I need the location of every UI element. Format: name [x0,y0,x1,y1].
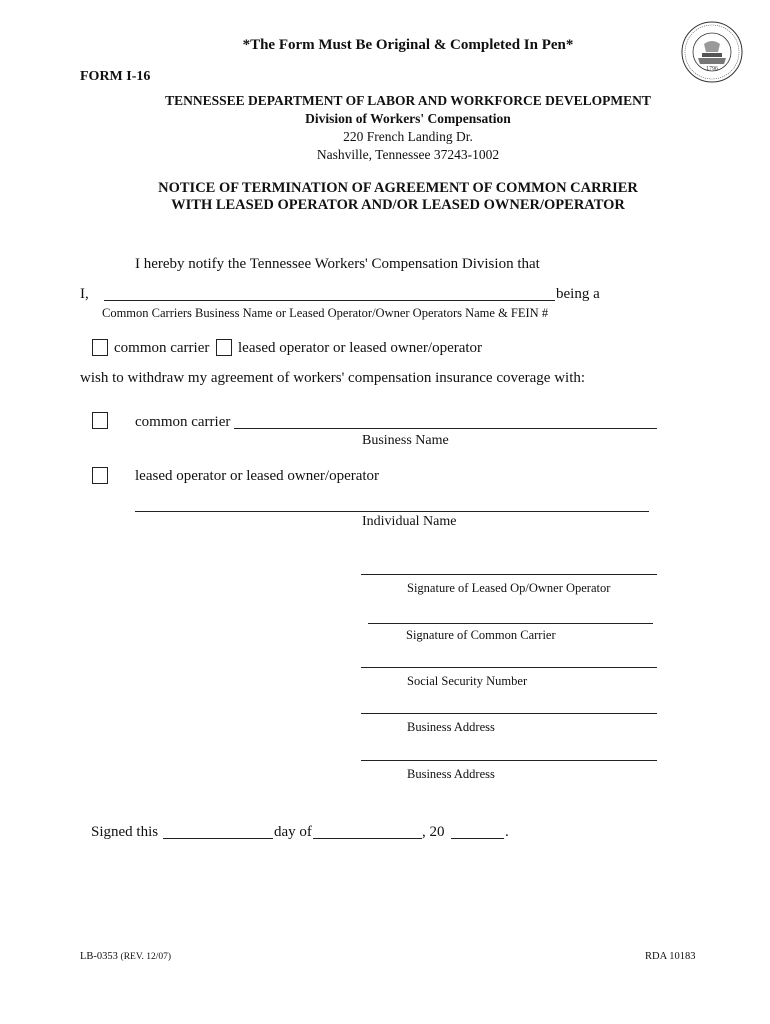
ssn-field[interactable] [361,667,657,668]
revision: (REV. 12/07) [120,952,172,962]
year-prefix-label: , 20 [422,824,445,840]
signed-this-label: Signed this [91,824,159,840]
leased-operator-option-label: leased operator or leased owner/operator [238,340,483,356]
i-label: I, [80,286,89,302]
form-id: FORM I-16 [80,69,151,84]
footer-form-number [80,951,171,962]
withdraw-common-carrier-label: common carrier [135,414,231,430]
leased-operator-checkbox[interactable] [216,339,232,356]
common-carrier-option-label: common carrier [114,340,210,356]
business-address-field-1[interactable] [361,713,657,714]
carrier-signature-caption: Signature of Common Carrier [406,628,556,642]
being-a-text: being a [556,286,600,302]
form-number: LB-0353 [80,951,118,962]
business-name-field[interactable] [234,428,657,429]
day-of-label: day of [274,824,312,840]
business-address-field-2[interactable] [361,760,657,761]
withdraw-text: wish to withdraw my agreement of workers' compensation insurance coverage with: [80,370,586,386]
form-notice: *The Form Must Be Original & Completed In Pen* [242,37,574,53]
withdraw-leased-operator-label: leased operator or leased owner/operator [135,468,380,484]
footer-rda: RDA 10183 [645,951,696,962]
individual-name-caption: Individual Name [362,514,457,529]
business-address-caption-2: Business Address [407,767,495,781]
carrier-signature-field[interactable] [368,623,653,624]
business-address-caption-1: Business Address [407,720,495,734]
leased-signature-field[interactable] [361,574,657,575]
tennessee-seal [680,20,744,84]
name-fein-field[interactable] [104,300,555,301]
signed-month-field[interactable] [313,838,422,839]
name-fein-caption: Common Carriers Business Name or Leased Operator/Owner Operators Name & FEIN # [102,306,549,320]
common-carrier-checkbox[interactable] [92,339,108,356]
svg-text:1796: 1796 [706,66,718,72]
signed-year-field[interactable] [451,838,504,839]
withdraw-leased-operator-checkbox[interactable] [92,467,108,484]
form-title-line-1: NOTICE OF TERMINATION OF AGREEMENT OF COMMON CARRIER [158,180,638,196]
ssn-caption: Social Security Number [407,674,528,688]
signed-day-field[interactable] [163,838,273,839]
signed-period: . [505,824,509,840]
division-name: Division of Workers' Compensation [305,111,511,126]
leased-signature-caption: Signature of Leased Op/Owner Operator [407,581,611,595]
withdraw-common-carrier-checkbox[interactable] [92,412,108,429]
address-line-2: Nashville, Tennessee 37243-1002 [316,147,500,162]
individual-name-field[interactable] [135,511,649,512]
business-name-caption: Business Name [362,433,449,448]
address-line-1: 220 French Landing Dr. [343,129,473,144]
intro-text: I hereby notify the Tennessee Workers' Compensation Division that [135,256,540,272]
department-name: TENNESSEE DEPARTMENT OF LABOR AND WORKFORCE DEVELOPMENT [165,93,651,108]
form-title-line-2: WITH LEASED OPERATOR AND/OR LEASED OWNER/OPERATOR [171,197,625,213]
